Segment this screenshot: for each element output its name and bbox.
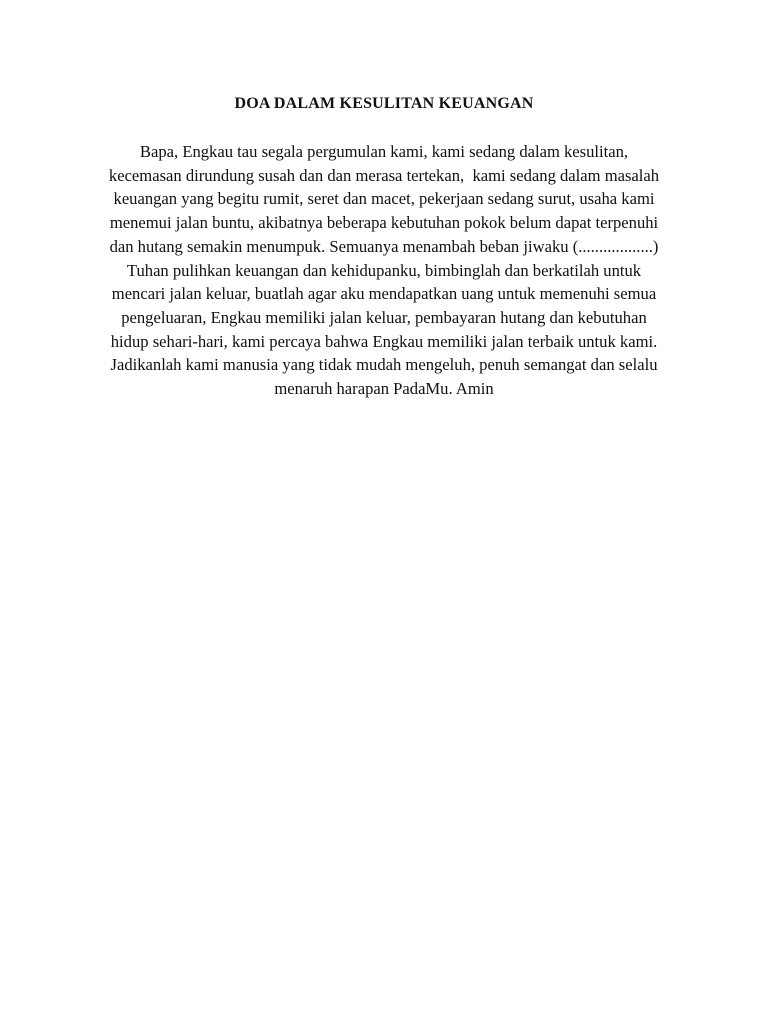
paragraph-line: Jadikanlah kami manusia yang tidak mudah mengeluh, penuh semangat dan selalu [110,355,658,375]
paragraph-line: keuangan yang begitu rumit, seret dan macet, pekerjaan sedang surut, usaha kami [113,189,655,209]
document-title: DOA DALAM KESULITAN KEUANGAN [234,95,534,112]
paragraph-line: menemui jalan buntu, akibatnya beberapa kebutuhan pokok belum dapat terpenuhi [109,213,659,233]
prayer-paragraph [0,140,768,401]
paragraph-line: menaruh harapan PadaMu. Amin [274,379,494,399]
paragraph-line: Tuhan pulihkan keuangan dan kehidupanku, bimbinglah dan berkatilah untuk [126,260,642,280]
paragraph-line: kecemasan dirundung susah dan dan merasa tertekan, kami sedang dalam masalah [108,165,660,185]
paragraph-line: mencari jalan keluar, buatlah agar aku mendapatkan uang untuk memenuhi semua [111,284,657,304]
paragraph-line: dan hutang semakin menumpuk. Semuanya menambah beban jiwaku (..................) [109,236,659,256]
paragraph-line: Bapa, Engkau tau segala pergumulan kami, kami sedang dalam kesulitan, [139,142,629,161]
paragraph-line: hidup sehari-hari, kami percaya bahwa Engkau memiliki jalan terbaik untuk kami. [110,331,658,351]
paragraph-line: pengeluaran, Engkau memiliki jalan keluar, pembayaran hutang dan kebutuhan [121,307,647,327]
